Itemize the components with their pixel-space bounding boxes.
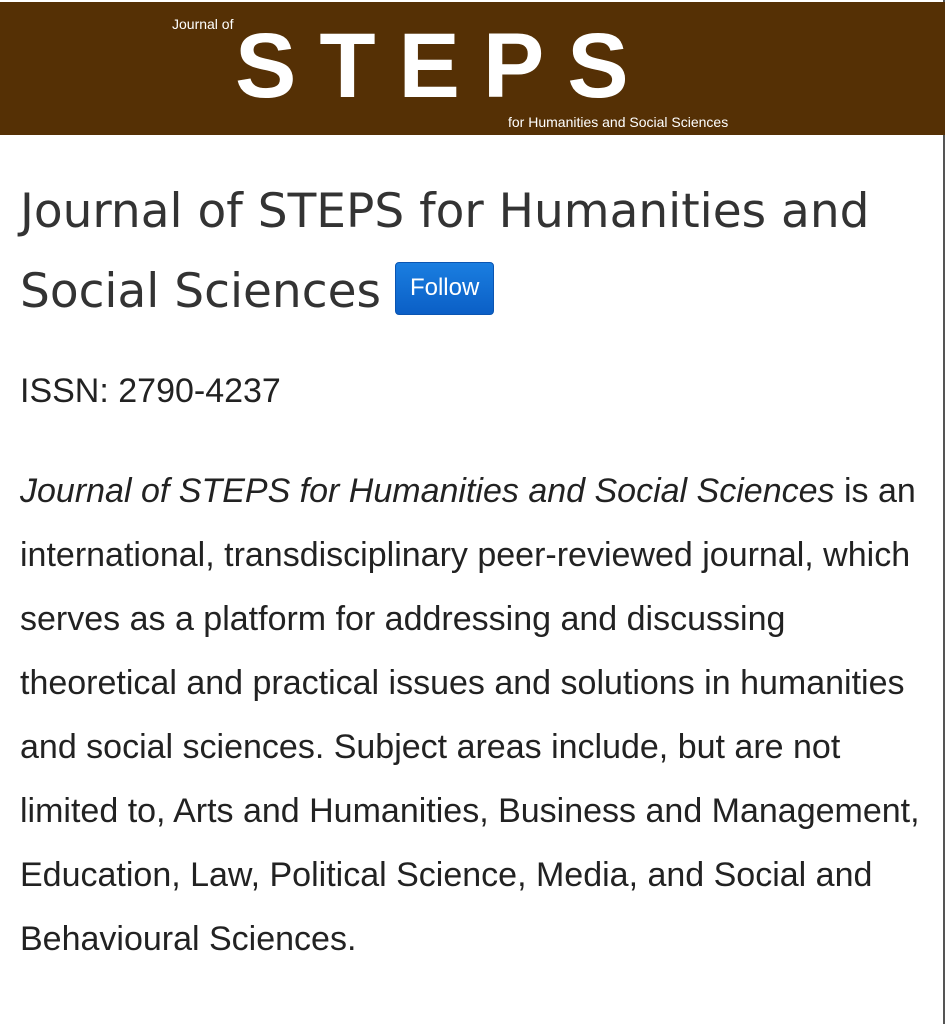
banner-logo: STEPS [235,15,652,117]
journal-banner [0,2,945,135]
journal-description [20,459,925,971]
description-text: is an international, transdisciplinary peer-reviewed journal, which serves as a platform for addressing and discussing theoretical and practical issues and solutions in humanities and social sciences. Subject areas include, but are not limited to, Arts and Humanities, Business and Management, Education, Law, Political Science, Media, and Social and Behavioural Sciences. [20,472,920,958]
banner-subtitle: for Humanities and Social Sciences [508,114,729,130]
page-title-text: Journal of STEPS for Humanities and Social Sciences [20,184,870,319]
banner-top-text: Journal of [172,16,234,32]
page-title [20,172,920,332]
follow-button[interactable]: Follow [395,262,494,315]
journal-name-italic: Journal of STEPS for Humanities and Social Sciences [20,472,835,510]
issn-text: ISSN: 2790-4237 [20,372,281,410]
